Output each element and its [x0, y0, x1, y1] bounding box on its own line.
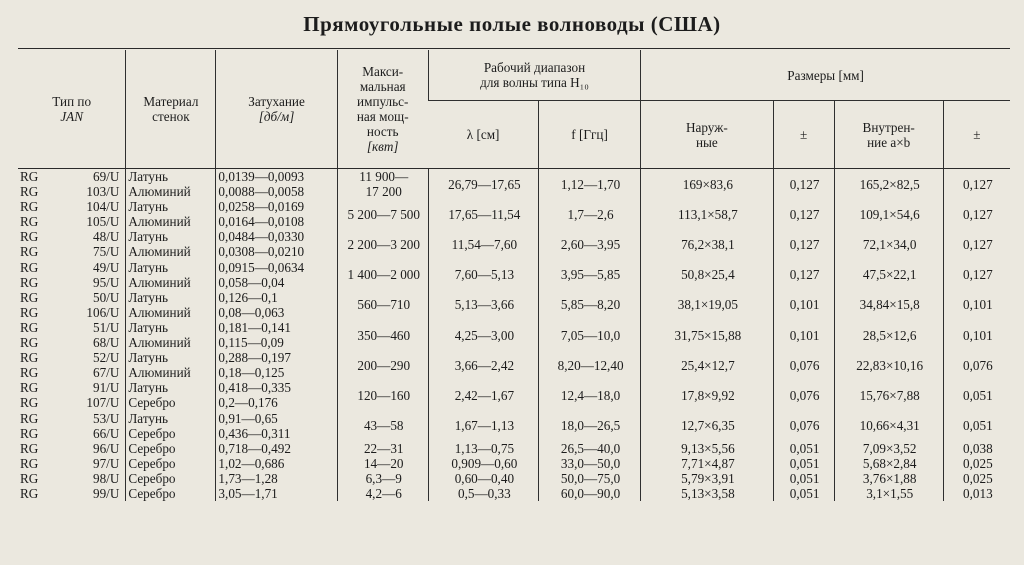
- freq-cell: 1,7—2,6: [538, 199, 640, 229]
- lambda-cell: 1,13—0,75: [428, 441, 538, 456]
- type-number: 48/U: [92, 229, 120, 245]
- pm2-cell: 0,127: [943, 260, 1010, 290]
- freq-cell: 18,0—26,5: [538, 411, 640, 441]
- type-prefix: RG: [20, 214, 39, 230]
- pm1-cell: 0,101: [773, 320, 834, 350]
- attenuation-cell: 0,2—0,176: [216, 395, 337, 410]
- power-cell: [337, 229, 428, 259]
- material-cell: Латунь: [126, 380, 216, 395]
- header-freq: f [Ггц]: [538, 101, 640, 169]
- type-cell: [18, 365, 126, 380]
- material-cell: Латунь: [126, 199, 216, 214]
- type-cell: [18, 260, 126, 275]
- type-cell: [18, 471, 126, 486]
- attenuation-cell: 0,115—0,09: [216, 335, 337, 350]
- inner-cell: 72,1×34,0: [834, 229, 943, 259]
- pm1-cell: 0,051: [773, 471, 834, 486]
- type-number: 68/U: [92, 335, 120, 351]
- type-prefix: RG: [20, 410, 39, 426]
- attenuation-cell: 0,0915—0,0634: [216, 260, 337, 275]
- power-cell: [337, 380, 428, 410]
- pm1-cell: 0,076: [773, 380, 834, 410]
- power-cell: 4,2—6: [337, 486, 428, 501]
- material-cell: Алюминий: [126, 214, 216, 229]
- freq-cell: 60,0—90,0: [538, 486, 640, 501]
- material-cell: Серебро: [126, 456, 216, 471]
- type-prefix: RG: [20, 350, 39, 366]
- material-cell: Алюминий: [126, 365, 216, 380]
- power-cell: 6,3—9: [337, 471, 428, 486]
- type-cell: [18, 320, 126, 335]
- pm1-cell: 0,127: [773, 229, 834, 259]
- type-number: 107/U: [86, 395, 120, 411]
- table-body: [18, 169, 1010, 502]
- power-cell: [337, 290, 428, 320]
- inner-cell: 15,76×7,88: [834, 380, 943, 410]
- header-lambda: λ [см]: [428, 101, 538, 169]
- pm2-cell: 0,127: [943, 169, 1010, 200]
- lambda-cell: 11,54—7,60: [428, 229, 538, 259]
- attenuation-cell: 0,0258—0,0169: [216, 199, 337, 214]
- pm1-cell: 0,127: [773, 260, 834, 290]
- header-material: Материал стенок: [126, 50, 216, 169]
- material-cell: Серебро: [126, 426, 216, 441]
- outer-cell: 25,4×12,7: [641, 350, 773, 380]
- attenuation-cell: 1,73—1,28: [216, 471, 337, 486]
- material-cell: Алюминий: [126, 305, 216, 320]
- attenuation-cell: 0,718—0,492: [216, 441, 337, 456]
- lambda-cell: 17,65—11,54: [428, 199, 538, 229]
- type-prefix: RG: [20, 199, 39, 215]
- pm2-cell: 0,101: [943, 320, 1010, 350]
- type-cell: [18, 395, 126, 410]
- type-cell: [18, 290, 126, 305]
- material-cell: Латунь: [126, 290, 216, 305]
- type-number: 69/U: [92, 169, 120, 184]
- type-cell: [18, 350, 126, 365]
- pm1-cell: 0,051: [773, 441, 834, 456]
- table-row: [18, 290, 1010, 305]
- material-cell: Серебро: [126, 441, 216, 456]
- power-cell: [337, 169, 428, 200]
- attenuation-cell: 0,058—0,04: [216, 275, 337, 290]
- power-cell: [337, 350, 428, 380]
- table-row: [18, 380, 1010, 395]
- inner-cell: 109,1×54,6: [834, 199, 943, 229]
- type-prefix: RG: [20, 440, 39, 456]
- outer-cell: 7,71×4,87: [641, 456, 773, 471]
- header-dims: Размеры [мм]: [641, 50, 1010, 101]
- type-cell: [18, 486, 126, 501]
- pm2-cell: 0,127: [943, 199, 1010, 229]
- attenuation-cell: 0,418—0,335: [216, 380, 337, 395]
- material-cell: Серебро: [126, 486, 216, 501]
- material-cell: Алюминий: [126, 275, 216, 290]
- lambda-cell: 3,66—2,42: [428, 350, 538, 380]
- type-prefix: RG: [20, 470, 39, 486]
- type-number: 49/U: [92, 259, 120, 275]
- table-row: [18, 471, 1010, 486]
- freq-cell: 7,05—10,0: [538, 320, 640, 350]
- table-row: [18, 350, 1010, 365]
- pm1-cell: 0,101: [773, 290, 834, 320]
- inner-cell: 7,09×3,52: [834, 441, 943, 456]
- pm2-cell: 0,013: [943, 486, 1010, 501]
- attenuation-cell: 0,436—0,311: [216, 426, 337, 441]
- type-prefix: RG: [20, 380, 39, 396]
- freq-cell: 2,60—3,95: [538, 229, 640, 259]
- material-cell: Латунь: [126, 320, 216, 335]
- inner-cell: 34,84×15,8: [834, 290, 943, 320]
- outer-cell: 12,7×6,35: [641, 411, 773, 441]
- header-pm-outer: ±: [773, 101, 834, 169]
- freq-cell: 8,20—12,40: [538, 350, 640, 380]
- outer-cell: 31,75×15,88: [641, 320, 773, 350]
- table-row: [18, 199, 1010, 214]
- power-cell: 14—20: [337, 456, 428, 471]
- material-cell: Алюминий: [126, 335, 216, 350]
- type-prefix: RG: [20, 184, 39, 200]
- waveguide-table: [18, 50, 1010, 501]
- table-row: [18, 456, 1010, 471]
- type-number: 95/U: [92, 274, 120, 290]
- header-pm-inner: ±: [943, 101, 1010, 169]
- table-row: [18, 441, 1010, 456]
- material-cell: Серебро: [126, 471, 216, 486]
- type-prefix: RG: [20, 485, 39, 501]
- attenuation-cell: 3,05—1,71: [216, 486, 337, 501]
- outer-cell: 50,8×25,4: [641, 260, 773, 290]
- type-prefix: RG: [20, 365, 39, 381]
- material-cell: Алюминий: [126, 184, 216, 199]
- outer-cell: 17,8×9,92: [641, 380, 773, 410]
- outer-cell: 113,1×58,7: [641, 199, 773, 229]
- header-band: Рабочий диапазон для волны типа H₁₀: [428, 50, 640, 101]
- outer-cell: 76,2×38,1: [641, 229, 773, 259]
- pm1-cell: 0,127: [773, 169, 834, 200]
- material-cell: Латунь: [126, 260, 216, 275]
- freq-cell: 3,95—5,85: [538, 260, 640, 290]
- type-number: 99/U: [92, 485, 120, 501]
- inner-cell: 5,68×2,84: [834, 456, 943, 471]
- pm1-cell: 0,051: [773, 456, 834, 471]
- type-number: 105/U: [86, 214, 120, 230]
- lambda-cell: 0,909—0,60: [428, 456, 538, 471]
- table-row: [18, 260, 1010, 275]
- outer-cell: 5,79×3,91: [641, 471, 773, 486]
- type-number: 75/U: [92, 244, 120, 260]
- type-cell: [18, 184, 126, 199]
- pm2-cell: 0,038: [943, 441, 1010, 456]
- lambda-cell: 0,5—0,33: [428, 486, 538, 501]
- type-prefix: RG: [20, 455, 39, 471]
- power-value: 200—290: [357, 357, 411, 373]
- type-number: 97/U: [92, 455, 120, 471]
- header-inner: Внутрен- ние a×b: [834, 101, 943, 169]
- type-number: 67/U: [92, 365, 120, 381]
- inner-cell: 22,83×10,16: [834, 350, 943, 380]
- freq-cell: 50,0—75,0: [538, 471, 640, 486]
- header-outer: Наруж- ные: [641, 101, 773, 169]
- pm1-cell: 0,076: [773, 411, 834, 441]
- type-cell: [18, 199, 126, 214]
- outer-cell: 38,1×19,05: [641, 290, 773, 320]
- lambda-cell: 26,79—17,65: [428, 169, 538, 200]
- type-cell: [18, 411, 126, 426]
- power-cell: [337, 260, 428, 290]
- type-number: 50/U: [92, 289, 120, 305]
- outer-cell: 5,13×3,58: [641, 486, 773, 501]
- power-value: 1 400—2 000: [347, 267, 420, 283]
- freq-cell: 1,12—1,70: [538, 169, 640, 200]
- table-row: [18, 229, 1010, 244]
- freq-cell: 33,0—50,0: [538, 456, 640, 471]
- attenuation-cell: 0,181—0,141: [216, 320, 337, 335]
- type-prefix: RG: [20, 244, 39, 260]
- table-header: [18, 50, 1010, 169]
- power-value: 5 200—7 500: [347, 206, 420, 222]
- type-cell: [18, 456, 126, 471]
- type-prefix: RG: [20, 274, 39, 290]
- material-cell: Серебро: [126, 395, 216, 410]
- attenuation-cell: 0,08—0,063: [216, 305, 337, 320]
- attenuation-cell: 0,0088—0,0058: [216, 184, 337, 199]
- top-rule: [18, 48, 1010, 49]
- material-cell: Латунь: [126, 350, 216, 365]
- type-number: 91/U: [92, 380, 120, 396]
- lambda-cell: 7,60—5,13: [428, 260, 538, 290]
- power-value: 43—58: [363, 418, 404, 434]
- pm2-cell: 0,127: [943, 229, 1010, 259]
- attenuation-cell: 1,02—0,686: [216, 456, 337, 471]
- freq-cell: 12,4—18,0: [538, 380, 640, 410]
- power-value: 2 200—3 200: [347, 236, 420, 252]
- type-cell: [18, 169, 126, 185]
- type-prefix: RG: [20, 319, 39, 335]
- attenuation-cell: 0,91—0,65: [216, 411, 337, 426]
- type-prefix: RG: [20, 395, 39, 411]
- type-number: 53/U: [92, 410, 120, 426]
- lambda-cell: 5,13—3,66: [428, 290, 538, 320]
- attenuation-cell: 0,126—0,1: [216, 290, 337, 305]
- power-cell: [337, 411, 428, 441]
- inner-cell: 165,2×82,5: [834, 169, 943, 200]
- power-value: 120—160: [357, 387, 411, 403]
- lambda-cell: 1,67—1,13: [428, 411, 538, 441]
- pm2-cell: 0,051: [943, 380, 1010, 410]
- table-row: [18, 486, 1010, 501]
- type-number: 104/U: [86, 199, 120, 215]
- type-cell: [18, 275, 126, 290]
- header-type: Тип по JAN: [18, 50, 126, 169]
- material-cell: Латунь: [126, 229, 216, 244]
- type-number: 106/U: [86, 304, 120, 320]
- table-row: [18, 320, 1010, 335]
- header-attenuation: Затухание [дб/м]: [216, 50, 337, 169]
- type-prefix: RG: [20, 259, 39, 275]
- pm2-cell: 0,051: [943, 411, 1010, 441]
- inner-cell: 47,5×22,1: [834, 260, 943, 290]
- attenuation-cell: 0,0484—0,0330: [216, 229, 337, 244]
- material-cell: Латунь: [126, 169, 216, 185]
- table-row: [18, 411, 1010, 426]
- inner-cell: 3,76×1,88: [834, 471, 943, 486]
- attenuation-cell: 0,288—0,197: [216, 350, 337, 365]
- type-cell: [18, 244, 126, 259]
- attenuation-cell: 0,0308—0,0210: [216, 244, 337, 259]
- type-number: 96/U: [92, 440, 120, 456]
- type-cell: [18, 426, 126, 441]
- lambda-cell: 2,42—1,67: [428, 380, 538, 410]
- header-power: Макси- мальная импульс- ная мощ- ность [квт]: [337, 50, 428, 169]
- type-number: 98/U: [92, 470, 120, 486]
- type-number: 52/U: [92, 350, 120, 366]
- type-cell: [18, 441, 126, 456]
- pm1-cell: 0,051: [773, 486, 834, 501]
- material-cell: Латунь: [126, 411, 216, 426]
- power-cell: [337, 199, 428, 229]
- type-number: 103/U: [86, 184, 120, 200]
- freq-cell: 26,5—40,0: [538, 441, 640, 456]
- power-value: 560—710: [357, 297, 411, 313]
- pm2-cell: 0,025: [943, 471, 1010, 486]
- type-prefix: RG: [20, 425, 39, 441]
- power-value: 11 900—: [359, 169, 409, 185]
- inner-cell: 3,1×1,55: [834, 486, 943, 501]
- power-value: 350—460: [357, 327, 411, 343]
- pm2-cell: 0,076: [943, 350, 1010, 380]
- type-cell: [18, 305, 126, 320]
- pm2-cell: 0,025: [943, 456, 1010, 471]
- table-row: [18, 169, 1010, 185]
- page-title: Прямоугольные полые волноводы (США): [303, 12, 721, 36]
- outer-cell: 169×83,6: [641, 169, 773, 200]
- power-cell: 22—31: [337, 441, 428, 456]
- inner-cell: 10,66×4,31: [834, 411, 943, 441]
- type-number: 51/U: [92, 319, 120, 335]
- attenuation-cell: 0,18—0,125: [216, 365, 337, 380]
- inner-cell: 28,5×12,6: [834, 320, 943, 350]
- attenuation-cell: 0,0139—0,0093: [216, 169, 337, 185]
- lambda-cell: 4,25—3,00: [428, 320, 538, 350]
- type-cell: [18, 380, 126, 395]
- pm1-cell: 0,076: [773, 350, 834, 380]
- power-cell: [337, 320, 428, 350]
- freq-cell: 5,85—8,20: [538, 290, 640, 320]
- lambda-cell: 0,60—0,40: [428, 471, 538, 486]
- type-cell: [18, 335, 126, 350]
- power-value: 17 200: [365, 184, 402, 200]
- type-prefix: RG: [20, 229, 39, 245]
- type-prefix: RG: [20, 169, 39, 184]
- type-cell: [18, 229, 126, 244]
- type-cell: [18, 214, 126, 229]
- type-prefix: RG: [20, 289, 39, 305]
- type-number: 66/U: [92, 425, 120, 441]
- outer-cell: 9,13×5,56: [641, 441, 773, 456]
- type-prefix: RG: [20, 335, 39, 351]
- pm1-cell: 0,127: [773, 199, 834, 229]
- pm2-cell: 0,101: [943, 290, 1010, 320]
- attenuation-cell: 0,0164—0,0108: [216, 214, 337, 229]
- type-prefix: RG: [20, 304, 39, 320]
- material-cell: Алюминий: [126, 244, 216, 259]
